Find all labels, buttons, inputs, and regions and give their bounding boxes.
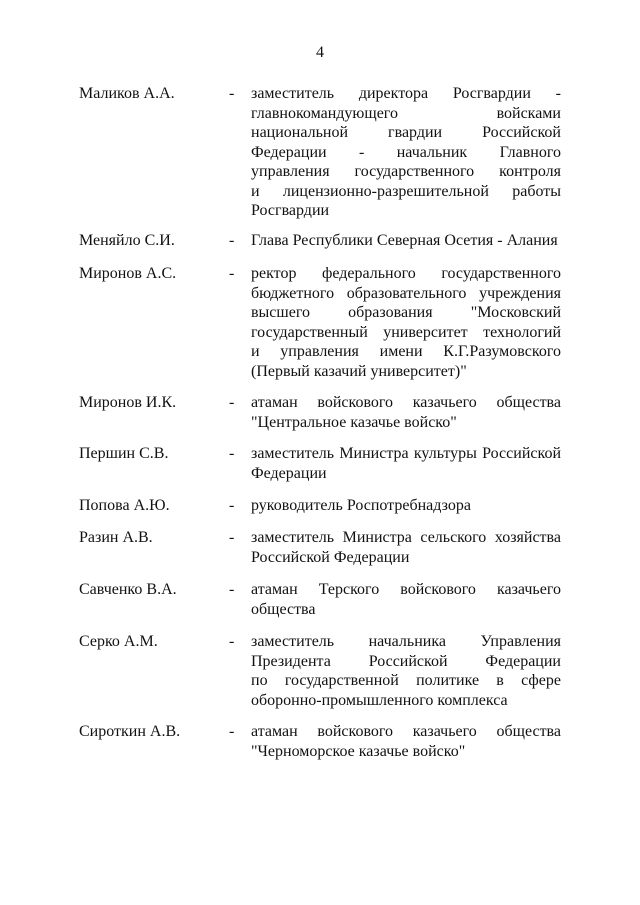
roster-entry <box>79 264 561 381</box>
position-line: атаман войскового казачьего общества <box>251 723 561 740</box>
dash-separator: - <box>229 394 235 411</box>
page-number: 4 <box>316 44 324 61</box>
position-line: бюджетного образовательного учреждения <box>251 284 561 302</box>
member-position <box>251 528 561 567</box>
roster-entry <box>79 496 561 516</box>
member-name: Меняйло С.И. <box>79 232 175 249</box>
position-line: заместитель Министра культуры Российской <box>251 445 561 462</box>
position-line: "Черноморское казачье войско" <box>251 742 466 760</box>
position-line: оборонно-промышленного комплекса <box>251 691 508 709</box>
member-name: Савченко В.А. <box>79 581 177 598</box>
member-position <box>251 722 561 761</box>
member-name: Маликов А.А. <box>79 85 175 102</box>
position-line: Федерации <box>251 464 327 482</box>
member-position <box>251 84 561 221</box>
member-name: Попова А.Ю. <box>79 497 170 514</box>
roster-entry <box>79 528 561 567</box>
position-line: руководитель Роспотребнадзора <box>251 497 471 514</box>
position-line: управления государственного контроля <box>251 163 561 180</box>
roster-entry <box>79 632 561 710</box>
roster-entry <box>79 722 561 761</box>
position-line: "Центральное казачье войско" <box>251 413 457 431</box>
position-line: и управления имени К.Г.Разумовского <box>251 343 561 360</box>
position-line: Президента Российской Федерации <box>251 652 561 670</box>
member-name: Першин С.В. <box>79 445 169 462</box>
dash-separator: - <box>229 529 235 546</box>
member-position <box>251 632 561 710</box>
member-position <box>251 444 561 483</box>
member-position <box>251 231 561 251</box>
dash-separator: - <box>229 265 235 282</box>
dash-separator: - <box>229 581 235 598</box>
member-position <box>251 580 561 619</box>
position-line: и лицензионно-разрешительной работы <box>251 182 561 200</box>
member-name: Миронов И.К. <box>79 394 177 411</box>
roster-entry <box>79 84 561 221</box>
member-position <box>251 496 561 516</box>
position-line: главнокомандующего войсками <box>251 104 561 122</box>
position-line: высшего образования "Московский <box>251 304 561 321</box>
position-line: ректор федерального государственного <box>251 265 561 282</box>
position-line: Росгвардии <box>251 202 330 219</box>
member-name: Серко А.М. <box>79 633 158 650</box>
position-line: атаман Терского войскового казачьего <box>251 581 561 598</box>
dash-separator: - <box>229 633 235 650</box>
position-line: общества <box>251 600 316 618</box>
position-line: по государственной политике в сфере <box>251 672 561 689</box>
roster-entry <box>79 231 561 251</box>
roster-entry <box>79 393 561 432</box>
position-line: заместитель директора Росгвардии - <box>251 85 561 102</box>
dash-separator: - <box>229 85 235 102</box>
member-position <box>251 393 561 432</box>
dash-separator: - <box>229 445 235 462</box>
position-line: Российской Федерации <box>251 548 410 566</box>
position-line: Федерации - начальник Главного <box>251 143 561 161</box>
position-line: государственный университет технологий <box>251 323 561 341</box>
position-line: (Первый казачий университет)" <box>251 362 467 380</box>
roster-entry <box>79 444 561 483</box>
position-line: заместитель начальника Управления <box>251 633 561 650</box>
member-name: Миронов А.С. <box>79 265 177 282</box>
roster-entry <box>79 580 561 619</box>
member-position <box>251 264 561 381</box>
member-name: Сироткин А.В. <box>79 723 181 740</box>
member-name: Разин А.В. <box>79 529 153 546</box>
dash-separator: - <box>229 723 235 740</box>
position-line: Глава Республики Северная Осетия - Алания <box>251 232 558 249</box>
position-line: заместитель Министра сельского хозяйства <box>251 529 561 546</box>
dash-separator: - <box>229 497 235 514</box>
dash-separator: - <box>229 232 235 249</box>
position-line: атаман войскового казачьего общества <box>251 394 561 411</box>
position-line: национальной гвардии Российской <box>251 124 561 141</box>
